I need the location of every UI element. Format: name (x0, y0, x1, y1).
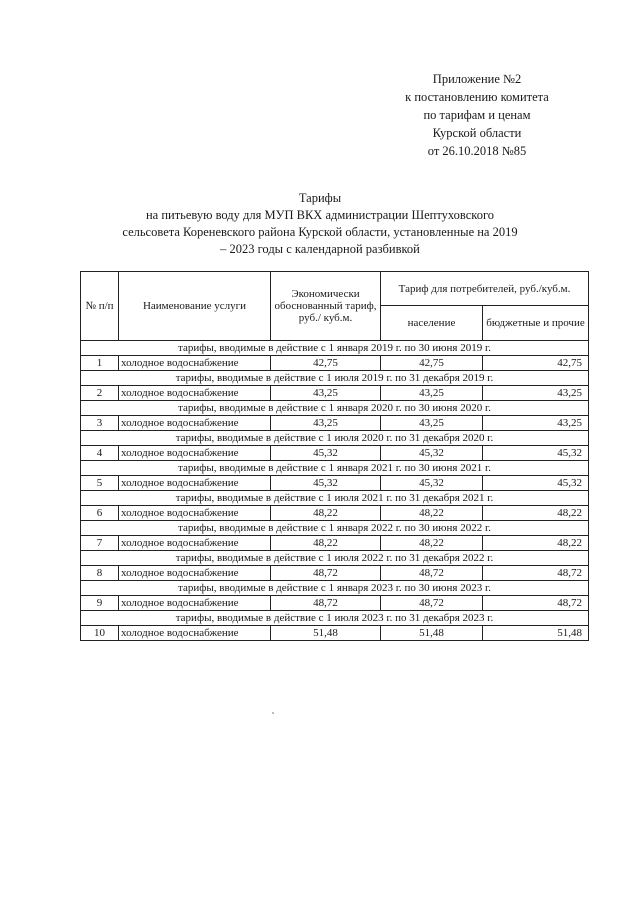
period-label: тарифы, вводимые в действие с 1 июля 2020 г. по 31 декабря 2020 г. (81, 431, 589, 446)
table-row (81, 596, 589, 611)
period-row (81, 341, 589, 356)
period-label: тарифы, вводимые в действие с 1 января 2019 г. по 30 июня 2019 г. (81, 341, 589, 356)
budget-tariff-value: 43,25 (483, 386, 589, 401)
title-line: Тарифы (298, 191, 342, 205)
service-name: холодное водоснабжение (119, 536, 271, 551)
appendix-line: по тарифам и ценам (423, 108, 531, 122)
service-name: холодное водоснабжение (119, 446, 271, 461)
period-row (81, 371, 589, 386)
service-name: холодное водоснабжение (119, 476, 271, 491)
table-row (81, 356, 589, 371)
period-label: тарифы, вводимые в действие с 1 января 2021 г. по 30 июня 2021 г. (81, 461, 589, 476)
table-row (81, 446, 589, 461)
table-row (81, 416, 589, 431)
row-number: 10 (81, 626, 119, 641)
service-name: холодное водоснабжение (119, 506, 271, 521)
budget-tariff-value: 43,25 (483, 416, 589, 431)
budget-tariff-value: 45,32 (483, 476, 589, 491)
population-tariff-value: 48,22 (381, 536, 483, 551)
population-tariff-value: 48,22 (381, 506, 483, 521)
appendix-line: Приложение №2 (432, 72, 522, 86)
title-line: на питьевую воду для МУП ВКХ администрации Шептуховского (145, 208, 495, 222)
table-row (81, 626, 589, 641)
population-tariff-value: 43,25 (381, 416, 483, 431)
service-name: холодное водоснабжение (119, 386, 271, 401)
period-row (81, 401, 589, 416)
period-row (81, 431, 589, 446)
service-name: холодное водоснабжение (119, 626, 271, 641)
row-number: 8 (81, 566, 119, 581)
table-row (81, 476, 589, 491)
tariff-table (80, 271, 589, 641)
row-number: 6 (81, 506, 119, 521)
population-tariff-value: 45,32 (381, 446, 483, 461)
econ-tariff-value: 48,72 (271, 596, 381, 611)
document-title (100, 190, 540, 258)
header-consumer-tariff: Тариф для потребителей, руб./куб.м. (381, 272, 589, 306)
header-population: население (381, 306, 483, 341)
row-number: 1 (81, 356, 119, 371)
table-row (81, 536, 589, 551)
row-number: 3 (81, 416, 119, 431)
period-label: тарифы, вводимые в действие с 1 июля 2023 г. по 31 декабря 2023 г. (81, 611, 589, 626)
econ-tariff-value: 43,25 (271, 386, 381, 401)
econ-tariff-value: 48,22 (271, 536, 381, 551)
budget-tariff-value: 48,72 (483, 566, 589, 581)
row-number: 5 (81, 476, 119, 491)
econ-tariff-value: 48,22 (271, 506, 381, 521)
row-number: 9 (81, 596, 119, 611)
appendix-line: к постановлению комитета (405, 90, 549, 104)
period-label: тарифы, вводимые в действие с 1 января 2022 г. по 30 июня 2022 г. (81, 521, 589, 536)
period-row (81, 611, 589, 626)
budget-tariff-value: 48,22 (483, 506, 589, 521)
budget-tariff-value: 48,22 (483, 536, 589, 551)
header-num: № п/п (81, 272, 119, 341)
table-body (81, 341, 589, 641)
period-row (81, 491, 589, 506)
period-label: тарифы, вводимые в действие с 1 июля 2019 г. по 31 декабря 2019 г. (81, 371, 589, 386)
header-service-name: Наименование услуги (119, 272, 271, 341)
service-name: холодное водоснабжение (119, 596, 271, 611)
table-row (81, 386, 589, 401)
scan-speck (272, 712, 274, 714)
header-econ-tariff: Экономически обоснованный тариф, руб./ куб.м. (271, 272, 381, 341)
header-budget: бюджетные и прочие (483, 306, 589, 341)
row-number: 7 (81, 536, 119, 551)
period-row (81, 521, 589, 536)
econ-tariff-value: 45,32 (271, 446, 381, 461)
econ-tariff-value: 42,75 (271, 356, 381, 371)
title-line: сельсовета Кореневского района Курской области, установленные на 2019 (122, 225, 518, 239)
table-row (81, 566, 589, 581)
row-number: 4 (81, 446, 119, 461)
table-header-row (81, 272, 589, 306)
budget-tariff-value: 42,75 (483, 356, 589, 371)
population-tariff-value: 43,25 (381, 386, 483, 401)
econ-tariff-value: 43,25 (271, 416, 381, 431)
population-tariff-value: 45,32 (381, 476, 483, 491)
budget-tariff-value: 45,32 (483, 446, 589, 461)
population-tariff-value: 48,72 (381, 566, 483, 581)
service-name: холодное водоснабжение (119, 416, 271, 431)
period-label: тарифы, вводимые в действие с 1 января 2023 г. по 30 июня 2023 г. (81, 581, 589, 596)
econ-tariff-value: 45,32 (271, 476, 381, 491)
appendix-line: от 26.10.2018 №85 (427, 144, 527, 158)
appendix-line: Курской области (432, 126, 522, 140)
period-row (81, 551, 589, 566)
econ-tariff-value: 51,48 (271, 626, 381, 641)
population-tariff-value: 42,75 (381, 356, 483, 371)
econ-tariff-value: 48,72 (271, 566, 381, 581)
title-line: – 2023 годы с календарной разбивкой (220, 242, 420, 256)
appendix-block (352, 70, 602, 160)
table-row (81, 506, 589, 521)
period-label: тарифы, вводимые в действие с 1 июля 2022 г. по 31 декабря 2022 г. (81, 551, 589, 566)
budget-tariff-value: 48,72 (483, 596, 589, 611)
service-name: холодное водоснабжение (119, 356, 271, 371)
population-tariff-value: 48,72 (381, 596, 483, 611)
budget-tariff-value: 51,48 (483, 626, 589, 641)
service-name: холодное водоснабжение (119, 566, 271, 581)
row-number: 2 (81, 386, 119, 401)
period-row (81, 581, 589, 596)
period-label: тарифы, вводимые в действие с 1 января 2020 г. по 30 июня 2020 г. (81, 401, 589, 416)
population-tariff-value: 51,48 (381, 626, 483, 641)
period-row (81, 461, 589, 476)
period-label: тарифы, вводимые в действие с 1 июля 2021 г. по 31 декабря 2021 г. (81, 491, 589, 506)
